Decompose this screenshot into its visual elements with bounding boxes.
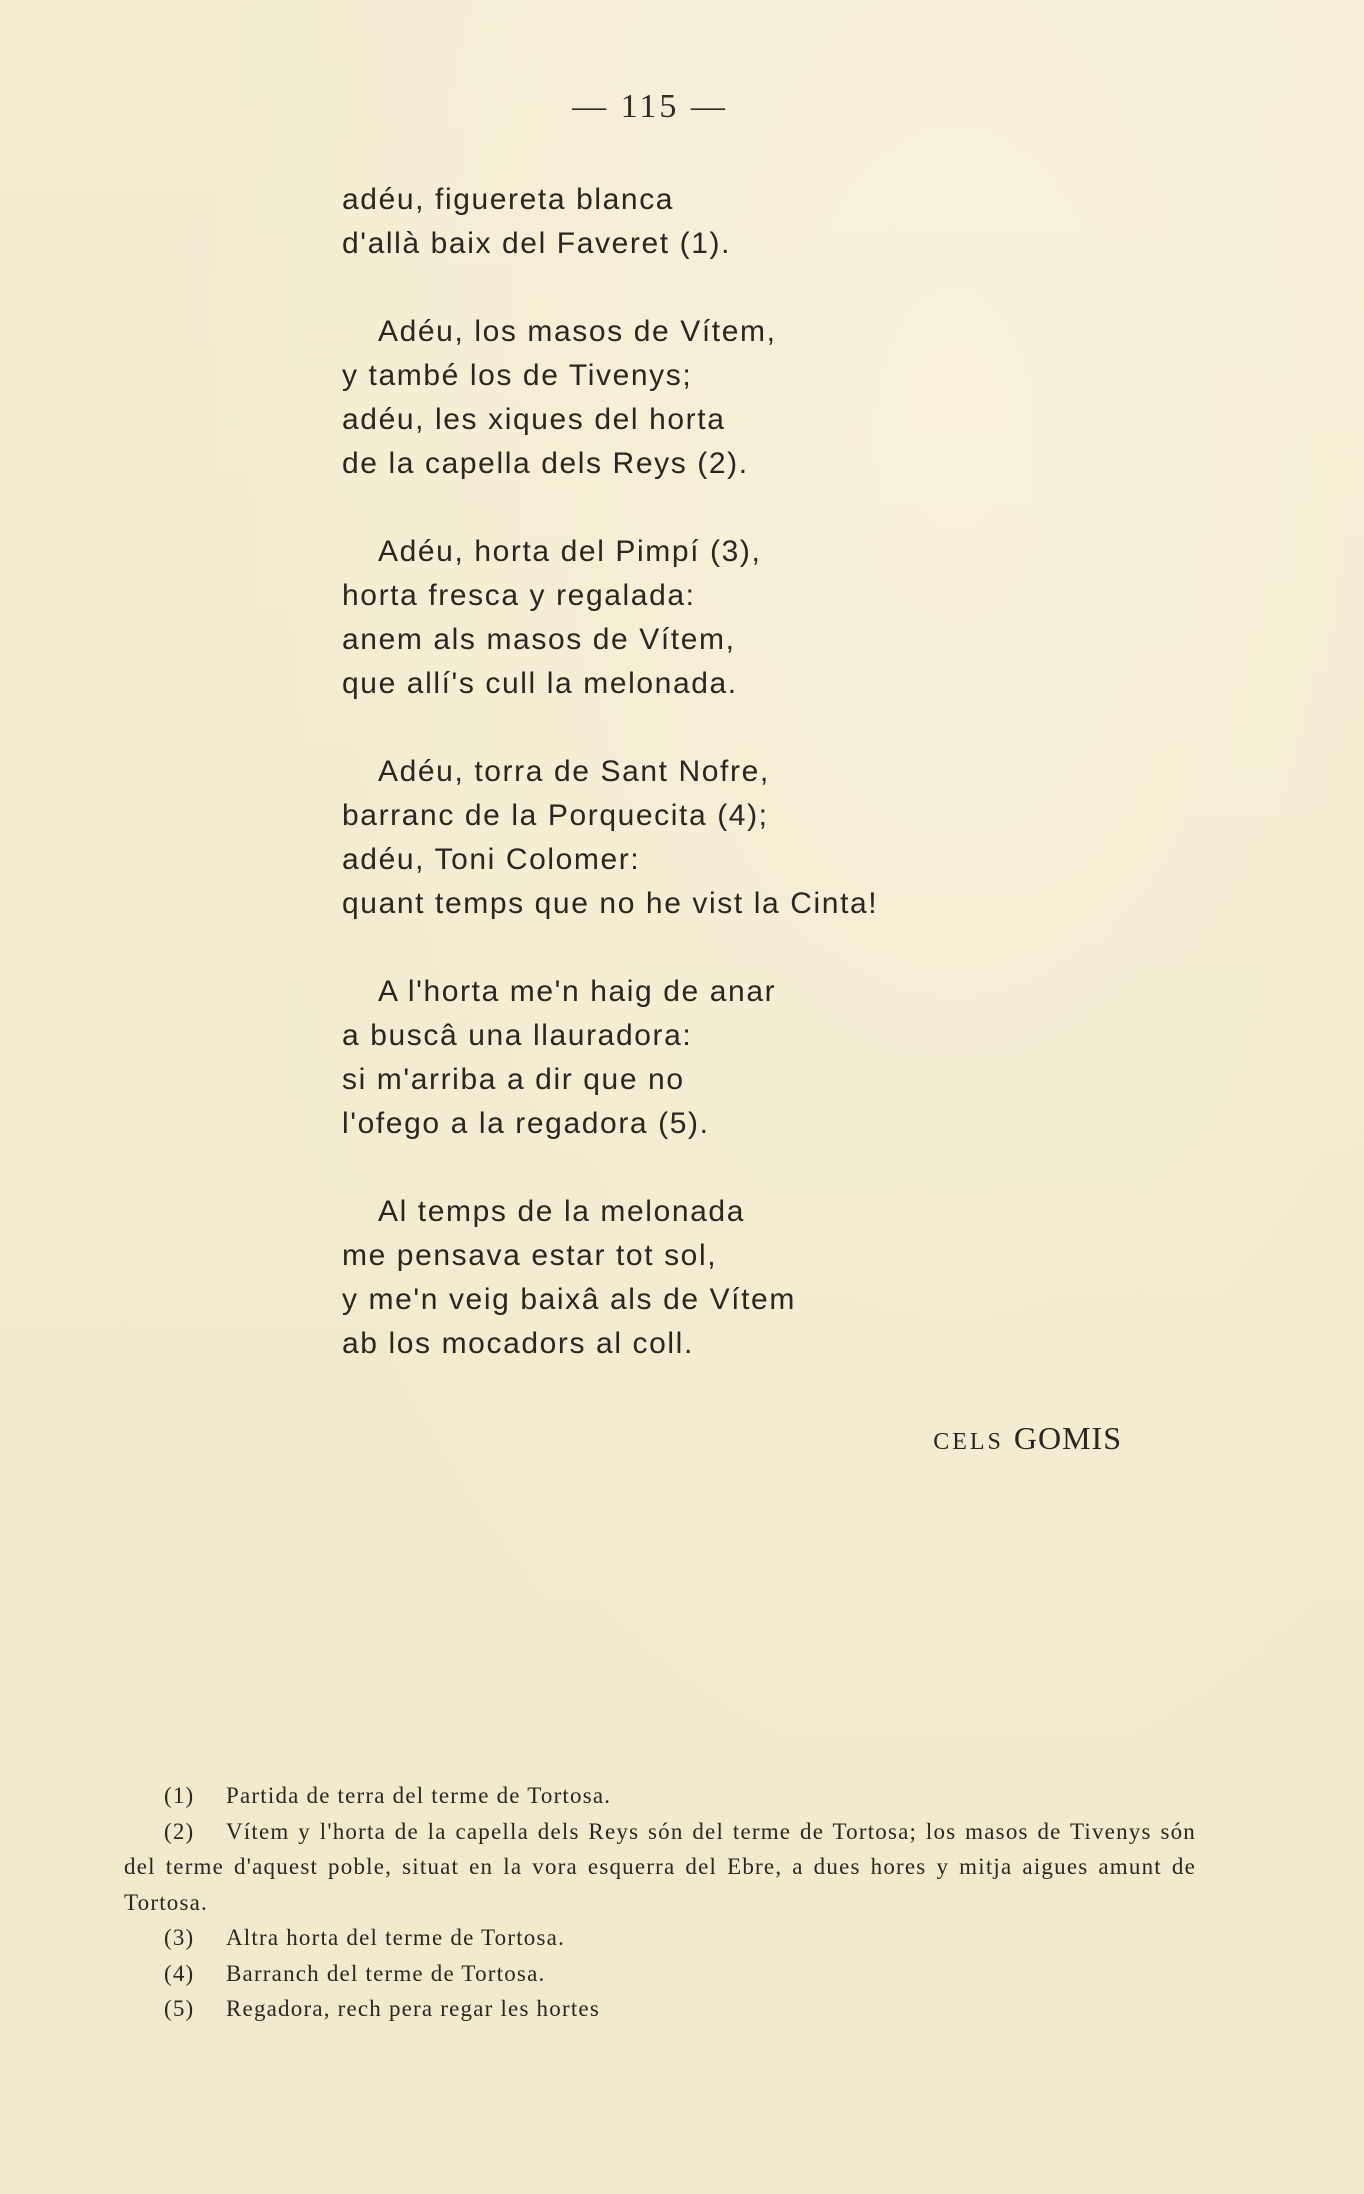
poem-line: y també los de Tivenys; — [342, 359, 693, 392]
stanza — [342, 1190, 1242, 1366]
poem-line: barranc de la Porquecita (4); — [342, 799, 769, 832]
poem-line: adéu, figuereta blanca — [342, 183, 675, 216]
footnote-text: Altra horta del terme de Tortosa. — [226, 1925, 566, 1950]
poem-line: anem als masos de Vítem, — [342, 623, 736, 656]
footnote-text: Vítem y l'horta de la capella dels Reys són del terme de Tortosa; los masos de Tivenys són del terme d'aquest poble, situat en la vora esquerra del Ebre, a dues hores y mitja aigues amunt de Tortosa. — [124, 1818, 1196, 1915]
poem-line: si m'arriba a dir que no — [342, 1063, 685, 1096]
footnote — [124, 1814, 1196, 1921]
poem-line: ab los mocadors al coll. — [342, 1327, 694, 1360]
poem-line: adéu, Toni Colomer: — [342, 843, 641, 876]
stanza — [342, 310, 1242, 486]
poem — [342, 178, 1242, 1410]
stanza — [342, 970, 1242, 1146]
footnote-number: (2) — [164, 1818, 195, 1844]
footnote — [124, 1920, 1196, 1956]
poem-line: Adéu, horta del Pimpí (3), — [378, 535, 762, 568]
footnote — [124, 1778, 1196, 1814]
author-signature — [933, 1420, 1122, 1457]
author-first-name: CELS — [933, 1429, 1004, 1455]
stanza — [342, 530, 1242, 706]
poem-line: horta fresca y regalada: — [342, 579, 696, 612]
footnote-text: Regadora, rech pera regar les hortes — [226, 1996, 600, 2021]
footnotes — [124, 1778, 1196, 2027]
poem-line: Adéu, torra de Sant Nofre, — [378, 755, 770, 788]
poem-line: de la capella dels Reys (2). — [342, 447, 749, 480]
poem-line: quant temps que no he vist la Cinta! — [342, 887, 879, 920]
poem-line: que allí's cull la melonada. — [342, 667, 738, 700]
page-number: — 115 — — [572, 88, 728, 125]
poem-line: adéu, les xiques del horta — [342, 403, 726, 436]
poem-line: me pensava estar tot sol, — [342, 1239, 718, 1272]
footnote-text: Partida de terra del terme de Tortosa. — [226, 1783, 612, 1808]
footnote — [124, 1956, 1196, 1992]
poem-line: l'ofego a la regadora (5). — [342, 1107, 710, 1140]
author-last-name: GOMIS — [1013, 1420, 1122, 1456]
poem-line: A l'horta me'n haig de anar — [378, 975, 777, 1008]
poem-line: Adéu, los masos de Vítem, — [378, 315, 777, 348]
footnote-number: (4) — [164, 1960, 195, 1986]
poem-line: Al temps de la melonada — [378, 1195, 745, 1228]
stanza — [342, 750, 1242, 926]
poem-line: y me'n veig baixâ als de Vítem — [342, 1283, 796, 1316]
poem-line: a buscâ una llauradora: — [342, 1019, 693, 1052]
footnote-text: Barranch del terme de Tortosa. — [226, 1960, 546, 1986]
footnote-number: (5) — [164, 1996, 195, 2021]
footnote-number: (1) — [164, 1783, 195, 1808]
stanza — [342, 178, 1242, 266]
footnote — [124, 1991, 1196, 2027]
footnote-number: (3) — [164, 1925, 195, 1950]
poem-line: d'allà baix del Faveret (1). — [342, 227, 732, 260]
